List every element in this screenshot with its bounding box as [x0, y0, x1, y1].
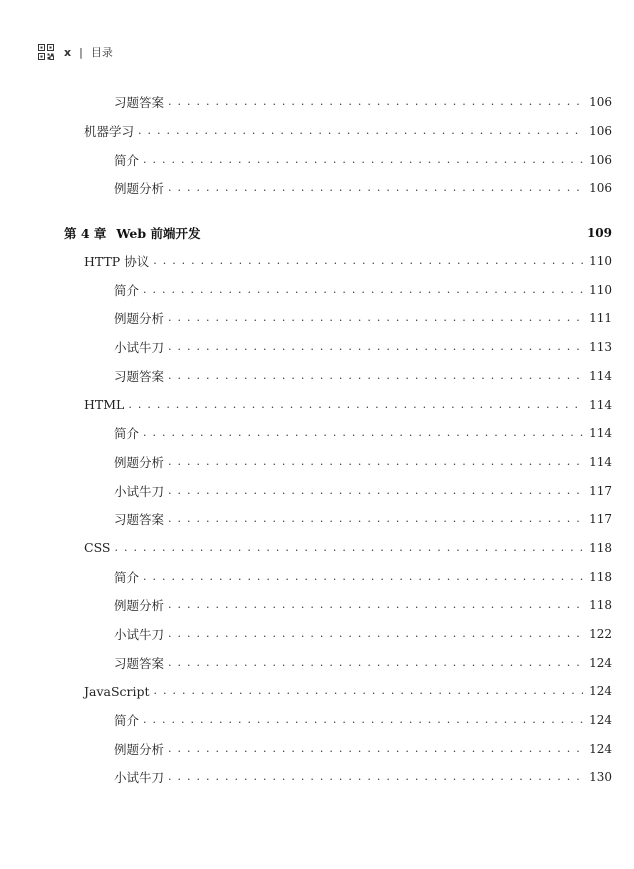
dot-leader [143, 153, 583, 167]
toc-subsection-entry[interactable] [0, 591, 634, 620]
toc-pre-entries [0, 88, 634, 203]
toc-entry-title: 简介 [114, 281, 143, 299]
toc-entry-title: 简介 [114, 711, 143, 729]
dot-leader [154, 684, 584, 698]
toc-entry-page-number: 117 [589, 512, 612, 527]
toc-subsection-entry[interactable] [0, 145, 634, 174]
toc-subsection-entry[interactable] [0, 648, 634, 677]
toc-entry-title: 习题答案 [114, 367, 168, 385]
toc-entry-page-number: 114 [589, 454, 612, 469]
chapter-title: Web 前端开发 [116, 225, 201, 241]
toc-entry-page-number: 124 [589, 713, 612, 728]
dot-leader [114, 541, 583, 555]
dot-leader [168, 627, 583, 641]
header-section-title: 目录 [90, 46, 113, 59]
toc-entry-title: JavaScript [84, 684, 154, 699]
toc-subsection-entry[interactable] [0, 706, 634, 735]
dot-leader [138, 124, 583, 138]
toc-entry-page-number: 114 [589, 368, 612, 383]
toc-subsection-entry[interactable] [0, 88, 634, 117]
table-of-contents [0, 88, 634, 792]
dot-leader [168, 770, 583, 784]
toc-entry-page-number: 114 [589, 426, 612, 441]
toc-entry-page-number: 118 [589, 598, 612, 613]
toc-entry-page-number: 130 [589, 770, 612, 785]
dot-leader [143, 283, 583, 297]
toc-entry-title: 简介 [114, 151, 143, 169]
toc-entry-title: 例题分析 [114, 179, 168, 197]
toc-entry-title: 简介 [114, 424, 143, 442]
toc-entry-page-number: 124 [589, 684, 612, 699]
dot-leader [168, 455, 583, 469]
toc-subsection-entry[interactable] [0, 333, 634, 362]
toc-subsection-entry[interactable] [0, 419, 634, 448]
dot-leader [143, 713, 583, 727]
toc-entry-title: 简介 [114, 568, 143, 586]
toc-section-entry[interactable] [0, 390, 634, 419]
toc-subsection-entry[interactable] [0, 275, 634, 304]
toc-section-entry[interactable] [0, 534, 634, 563]
dot-leader [153, 254, 583, 268]
toc-subsection-entry[interactable] [0, 304, 634, 333]
toc-subsection-entry[interactable] [0, 763, 634, 792]
toc-entry-page-number: 124 [589, 655, 612, 670]
toc-entry-page-number: 106 [589, 181, 612, 196]
toc-entry-title: 例题分析 [114, 309, 168, 327]
dot-leader [168, 484, 583, 498]
dot-leader [168, 369, 583, 383]
toc-chapter-heading[interactable] [0, 219, 634, 247]
toc-entry-title: 习题答案 [114, 93, 168, 111]
page-header [38, 43, 113, 61]
toc-subsection-entry[interactable] [0, 734, 634, 763]
toc-subsection-entry[interactable] [0, 174, 634, 203]
chapter-page-number: 109 [586, 225, 612, 240]
toc-subsection-entry[interactable] [0, 620, 634, 649]
toc-subsection-entry[interactable] [0, 505, 634, 534]
header-page-number: x [64, 45, 72, 59]
toc-entry-title: 例题分析 [114, 596, 168, 614]
dot-leader [128, 398, 583, 412]
toc-entry-title: 习题答案 [114, 654, 168, 672]
dot-leader [143, 570, 583, 584]
toc-subsection-entry[interactable] [0, 476, 634, 505]
toc-entry-title: 例题分析 [114, 453, 168, 471]
toc-subsection-entry[interactable] [0, 448, 634, 477]
header-separator: | [79, 45, 83, 59]
qr-code-icon[interactable] [38, 44, 54, 60]
toc-entry-title: 小试牛刀 [114, 768, 168, 786]
toc-entry-title: HTML [84, 397, 128, 412]
dot-leader [168, 311, 583, 325]
dot-leader [168, 742, 583, 756]
toc-entry-title: 习题答案 [114, 510, 168, 528]
toc-section-entry[interactable] [0, 117, 634, 146]
toc-section-entry[interactable] [0, 247, 634, 276]
toc-entry-page-number: 110 [589, 254, 612, 269]
toc-section-entry[interactable] [0, 677, 634, 706]
toc-entry-page-number: 111 [589, 311, 612, 326]
toc-entry-page-number: 117 [589, 483, 612, 498]
chapter-gap [0, 203, 634, 219]
toc-entry-page-number: 106 [589, 124, 612, 139]
toc-entry-page-number: 118 [589, 569, 612, 584]
dot-leader [168, 181, 583, 195]
toc-entry-title: 例题分析 [114, 740, 168, 758]
toc-entry-title: HTTP 协议 [84, 252, 153, 270]
toc-entry-title: 小试牛刀 [114, 625, 168, 643]
toc-entry-title: 小试牛刀 [114, 482, 168, 500]
toc-entry-title: 小试牛刀 [114, 338, 168, 356]
dot-leader [168, 512, 583, 526]
chapter-number: 第 4 章 [64, 225, 107, 241]
toc-subsection-entry[interactable] [0, 562, 634, 591]
dot-leader [168, 598, 583, 612]
toc-entry-page-number: 118 [589, 540, 612, 555]
toc-entry-page-number: 124 [589, 741, 612, 756]
toc-entry-title: 机器学习 [84, 122, 138, 140]
dot-leader [168, 340, 583, 354]
toc-subsection-entry[interactable] [0, 362, 634, 391]
toc-entry-page-number: 122 [589, 627, 612, 642]
toc-entry-page-number: 106 [589, 152, 612, 167]
toc-entry-page-number: 106 [589, 95, 612, 110]
toc-entry-page-number: 110 [589, 282, 612, 297]
toc-entry-title: CSS [84, 540, 114, 555]
toc-entry-page-number: 113 [589, 340, 612, 355]
dot-leader [168, 95, 583, 109]
toc-chapter-entries [0, 247, 634, 792]
dot-leader [168, 656, 583, 670]
dot-leader [143, 426, 583, 440]
toc-entry-page-number: 114 [589, 397, 612, 412]
